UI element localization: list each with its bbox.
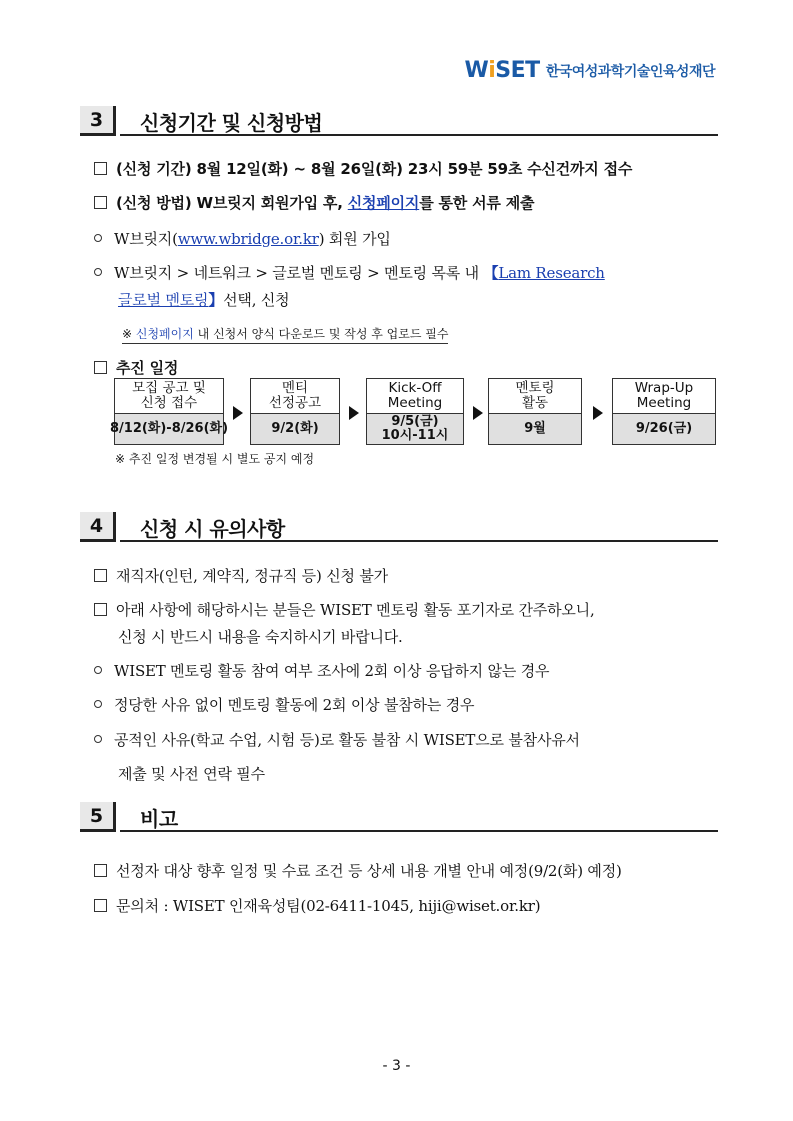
section-3-header: [80, 106, 718, 138]
schedule-step-recruit: 모집 공고 및 신청 접수 8/12(화)-8/26(화): [114, 378, 224, 445]
section-number: 3: [80, 106, 116, 136]
section-number: 4: [80, 512, 116, 542]
wbridge-path-item-cont: 글로벌 멘토링】선택, 신청: [118, 291, 290, 309]
absence-item: 정당한 사유 없이 멘토링 활동에 2회 이상 불참하는 경우: [94, 694, 474, 715]
arrow-right-icon: [593, 406, 603, 420]
square-bullet-icon: [94, 162, 107, 175]
circle-bullet-icon: [94, 268, 102, 276]
section-number: 5: [80, 802, 116, 832]
schedule-step-activity: 멘토링 활동 9월: [488, 378, 582, 445]
arrow-right-icon: [349, 406, 359, 420]
apply-period-item: (신청 기간) 8월 12일(화) ~ 8월 26일(화) 23시 59분 59초 수신건까지 접수: [94, 158, 632, 179]
upload-note: ※ 신청페이지 내 신청서 양식 다운로드 및 작성 후 업로드 필수: [122, 325, 448, 344]
selection-notice-item: 선정자 대상 향후 일정 및 수료 조건 등 상세 내용 개별 안내 예정(9/2(화) 예정): [94, 860, 622, 881]
square-bullet-icon: [94, 864, 107, 877]
section-4-header: [80, 512, 718, 544]
square-bullet-icon: [94, 899, 107, 912]
global-mentoring-link[interactable]: 글로벌 멘토링: [118, 291, 209, 309]
page-number: - 3 -: [382, 1058, 411, 1074]
wiset-logo-mark: WiSET: [464, 58, 540, 83]
schedule-heading: 추진 일정: [94, 357, 178, 378]
section-divider: [120, 134, 718, 136]
lam-research-link[interactable]: Lam Research: [498, 264, 605, 282]
schedule-step-wrapup: Wrap-Up Meeting 9/26(금): [612, 378, 716, 445]
arrow-right-icon: [233, 406, 243, 420]
square-bullet-icon: [94, 361, 107, 374]
apply-page-note-link[interactable]: 신청페이지: [135, 327, 194, 341]
wbridge-path-item: W브릿지 > 네트워크 > 글로벌 멘토링 > 멘토링 목록 내 【Lam Research: [94, 262, 718, 283]
wbridge-url-link[interactable]: www.wbridge.or.kr: [177, 230, 319, 248]
section-title: 신청기간 및 신청방법: [140, 111, 323, 135]
employed-restriction-item: 재직자(인턴, 계약직, 정규직 등) 신청 불가: [94, 565, 388, 586]
circle-bullet-icon: [94, 735, 102, 743]
contact-item: 문의처 : WISET 인재육성팀(02-6411-1045, hiji@wiset.or.kr): [94, 895, 540, 916]
schedule-change-note: ※ 추진 일정 변경될 시 별도 공지 예정: [115, 452, 315, 466]
section-divider: [120, 830, 718, 832]
square-bullet-icon: [94, 569, 107, 582]
square-bullet-icon: [94, 196, 107, 209]
section-title: 신청 시 유의사항: [140, 517, 285, 541]
apply-page-link[interactable]: 신청페이지: [347, 194, 420, 212]
arrow-right-icon: [473, 406, 483, 420]
forfeit-notice-item-cont: 신청 시 반드시 내용을 숙지하시기 바랍니다.: [118, 628, 403, 646]
org-name: 한국여성과학기술인육성재단: [545, 63, 715, 80]
square-bullet-icon: [94, 603, 107, 616]
schedule-step-announce: 멘티 선정공고 9/2(화): [250, 378, 340, 445]
wbridge-signup-item: W브릿지(www.wbridge.or.kr) 회원 가입: [94, 228, 391, 249]
no-response-item: WISET 멘토링 활동 참여 여부 조사에 2회 이상 응답하지 않는 경우: [94, 660, 549, 681]
section-title: 비고: [140, 807, 178, 831]
circle-bullet-icon: [94, 700, 102, 708]
forfeit-notice-item: 아래 사항에 해당하시는 분들은 WISET 멘토링 활동 포기자로 간주하오니,: [94, 599, 595, 620]
circle-bullet-icon: [94, 234, 102, 242]
section-5-header: [80, 802, 718, 834]
schedule-step-kickoff: Kick-Off Meeting 9/5(금) 10시-11시: [366, 378, 464, 445]
apply-method-item: (신청 방법) W브릿지 회원가입 후, 신청페이지를 통한 서류 제출: [94, 192, 534, 213]
section-divider: [120, 540, 718, 542]
wiset-logo: [464, 58, 715, 83]
official-absence-item: 공적인 사유(학교 수업, 시험 등)로 활동 불참 시 WISET으로 불참사유서: [94, 729, 580, 750]
official-absence-item-cont: 제출 및 사전 연락 필수: [118, 765, 265, 783]
circle-bullet-icon: [94, 666, 102, 674]
